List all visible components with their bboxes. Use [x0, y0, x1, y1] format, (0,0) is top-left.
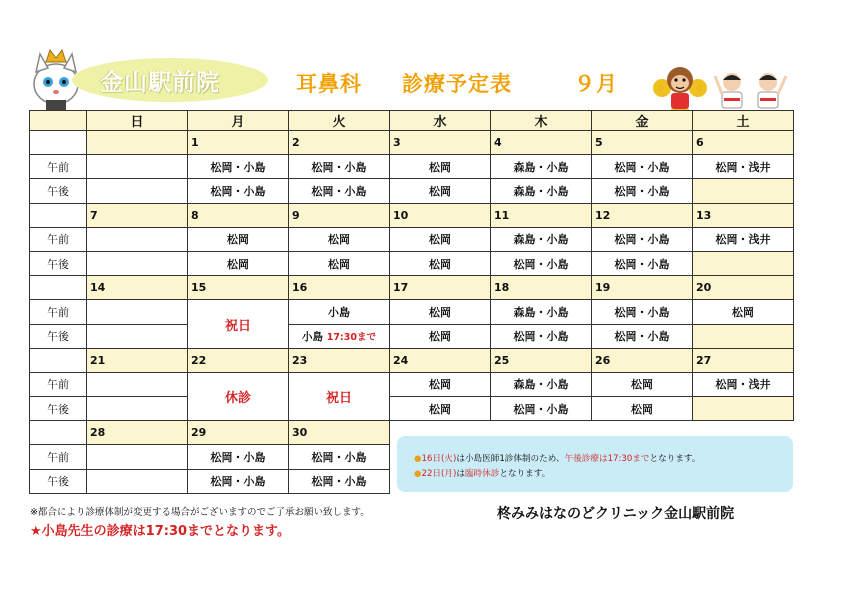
- date-cell: 8: [188, 203, 289, 227]
- am-label: 午前: [30, 155, 87, 179]
- table-row: [30, 251, 794, 275]
- date-cell: 1: [188, 131, 289, 155]
- weekday-header: 火: [289, 111, 390, 131]
- date-cell: 18: [491, 276, 592, 300]
- pm-schedule-cell: 松岡・小島: [289, 469, 390, 493]
- pm-schedule-cell: [87, 324, 188, 348]
- am-schedule-cell: 松岡・小島: [592, 155, 693, 179]
- clinic-name: 柊みみはなのどクリニック金山駅前院: [497, 506, 735, 522]
- pm-schedule-cell: [87, 251, 188, 275]
- bullet-icon: ●: [414, 469, 422, 479]
- notice-line-2: [414, 467, 550, 479]
- am-schedule-cell: 松岡: [592, 372, 693, 396]
- pm-schedule-cell: 松岡・小島: [592, 324, 693, 348]
- table-row: [30, 324, 794, 348]
- department-title: 耳鼻科: [296, 72, 362, 96]
- pm-schedule-cell: 森島・小島: [491, 179, 592, 203]
- table-row: [30, 227, 794, 251]
- notice-date: 22日(月): [421, 469, 457, 479]
- pm-schedule-cell: 松岡: [390, 251, 491, 275]
- date-row: [30, 276, 794, 300]
- am-schedule-cell: 松岡: [289, 227, 390, 251]
- date-cell: 7: [87, 203, 188, 227]
- pm-schedule-cell: 松岡・小島: [289, 179, 390, 203]
- date-cell: 22: [188, 348, 289, 372]
- pm-schedule-cell: 松岡・小島: [491, 324, 592, 348]
- cheering-kids-icon: [712, 68, 790, 110]
- pm-label: 午後: [30, 469, 87, 493]
- notice-highlight: 臨時休診: [464, 469, 500, 479]
- am-schedule-cell: 松岡・小島: [592, 227, 693, 251]
- am-schedule-cell: [87, 445, 188, 469]
- pm-schedule-cell: 松岡・小島: [592, 251, 693, 275]
- notice-line-1: [414, 452, 700, 464]
- pm-schedule-cell: [87, 179, 188, 203]
- label-spacer: [30, 276, 87, 300]
- pm-schedule-cell: 松岡: [390, 324, 491, 348]
- am-schedule-cell: 松岡: [188, 227, 289, 251]
- date-cell: 20: [693, 276, 794, 300]
- date-cell: 29: [188, 421, 289, 445]
- am-schedule-cell: 小島: [289, 300, 390, 324]
- am-schedule-cell: 松岡: [390, 372, 491, 396]
- pm-schedule-cell: 松岡: [592, 397, 693, 421]
- doctor-name: 小島: [302, 330, 324, 343]
- am-schedule-cell: [87, 227, 188, 251]
- date-row: [30, 203, 794, 227]
- date-cell: 17: [390, 276, 491, 300]
- notice-text: は小島医師1診体制のため、: [456, 454, 565, 464]
- branch-name: 金山駅前院: [100, 70, 220, 96]
- table-row: [30, 397, 794, 421]
- pm-schedule-cell: 松岡: [390, 179, 491, 203]
- pm-schedule-cell: [87, 469, 188, 493]
- table-row: [30, 179, 794, 203]
- cheering-monkey-icon: [650, 58, 710, 118]
- date-cell: 19: [592, 276, 693, 300]
- doctor-warning: ★小島先生の診療は17:30までとなります。: [30, 524, 290, 539]
- notice-date: 16日(火): [421, 454, 457, 464]
- am-schedule-cell: 松岡・浅井: [693, 372, 794, 396]
- am-label: 午前: [30, 227, 87, 251]
- change-notice: ※都合により診療体制が変更する場合がございますのでご了承お願い致します。: [30, 507, 370, 518]
- am-label: 午前: [30, 445, 87, 469]
- date-cell: 23: [289, 348, 390, 372]
- date-cell: 9: [289, 203, 390, 227]
- notice-text: は: [456, 469, 465, 479]
- table-row: [30, 300, 794, 324]
- am-schedule-cell: 松岡: [390, 227, 491, 251]
- closed-cell: 祝日: [289, 372, 390, 420]
- am-schedule-cell: 森島・小島: [491, 155, 592, 179]
- date-cell: 4: [491, 131, 592, 155]
- date-cell: 25: [491, 348, 592, 372]
- date-cell: 28: [87, 421, 188, 445]
- date-cell: 15: [188, 276, 289, 300]
- notice-text: となります。: [499, 469, 551, 479]
- am-schedule-cell: 森島・小島: [491, 300, 592, 324]
- notice-text: となります。: [649, 454, 701, 464]
- weekday-header: 土: [693, 111, 794, 131]
- table-row: [30, 372, 794, 396]
- am-schedule-cell: 松岡: [390, 300, 491, 324]
- label-spacer: [30, 421, 87, 445]
- date-cell: 14: [87, 276, 188, 300]
- weekday-header: 木: [491, 111, 592, 131]
- closed-cell: 休診: [188, 372, 289, 420]
- am-schedule-cell: 松岡・小島: [188, 155, 289, 179]
- date-cell: 27: [693, 348, 794, 372]
- date-cell: 13: [693, 203, 794, 227]
- am-schedule-cell: [87, 372, 188, 396]
- pm-schedule-cell: 松岡: [390, 397, 491, 421]
- pm-schedule-cell: [87, 397, 188, 421]
- am-schedule-cell: 松岡: [390, 155, 491, 179]
- am-schedule-cell: 松岡・小島: [188, 445, 289, 469]
- pm-schedule-cell: [289, 324, 390, 348]
- pm-schedule-cell: 松岡・小島: [188, 469, 289, 493]
- date-row: [30, 348, 794, 372]
- pm-schedule-cell: [693, 179, 794, 203]
- am-schedule-cell: [87, 155, 188, 179]
- weekday-header: 日: [87, 111, 188, 131]
- month-title: ９月: [574, 72, 618, 96]
- date-cell: 21: [87, 348, 188, 372]
- date-cell: 30: [289, 421, 390, 445]
- date-cell: 12: [592, 203, 693, 227]
- am-label: 午前: [30, 372, 87, 396]
- weekday-header: 月: [188, 111, 289, 131]
- notice-box: [397, 436, 793, 492]
- am-schedule-cell: 森島・小島: [491, 372, 592, 396]
- table-row: [30, 155, 794, 179]
- date-cell: 6: [693, 131, 794, 155]
- schedule-title: 診療予定表: [402, 72, 512, 96]
- label-spacer: [30, 348, 87, 372]
- date-cell: 11: [491, 203, 592, 227]
- date-cell: 26: [592, 348, 693, 372]
- am-label: 午前: [30, 300, 87, 324]
- pm-schedule-cell: [693, 324, 794, 348]
- notice-highlight: 午後診療は17:30まで: [564, 454, 650, 464]
- am-schedule-cell: 松岡・小島: [592, 300, 693, 324]
- am-schedule-cell: 森島・小島: [491, 227, 592, 251]
- closed-cell: 祝日: [188, 300, 289, 348]
- label-spacer: [30, 203, 87, 227]
- label-spacer: [30, 131, 87, 155]
- pm-schedule-cell: 松岡: [188, 251, 289, 275]
- am-schedule-cell: 松岡: [693, 300, 794, 324]
- am-schedule-cell: 松岡・小島: [289, 445, 390, 469]
- date-cell: 2: [289, 131, 390, 155]
- pm-schedule-cell: 松岡・小島: [592, 179, 693, 203]
- am-schedule-cell: 松岡・浅井: [693, 227, 794, 251]
- pm-schedule-cell: [693, 397, 794, 421]
- end-time-note: 17:30まで: [326, 331, 376, 343]
- date-cell: 16: [289, 276, 390, 300]
- pm-schedule-cell: 松岡・小島: [491, 397, 592, 421]
- date-cell: 10: [390, 203, 491, 227]
- pm-label: 午後: [30, 179, 87, 203]
- pm-schedule-cell: 松岡・小島: [491, 251, 592, 275]
- pm-label: 午後: [30, 324, 87, 348]
- pm-schedule-cell: [693, 251, 794, 275]
- date-cell: [87, 131, 188, 155]
- am-schedule-cell: 松岡・小島: [289, 155, 390, 179]
- pm-label: 午後: [30, 397, 87, 421]
- pm-schedule-cell: 松岡・小島: [188, 179, 289, 203]
- date-cell: 24: [390, 348, 491, 372]
- pm-schedule-cell: 松岡: [289, 251, 390, 275]
- date-row: [30, 131, 794, 155]
- bullet-icon: ●: [414, 454, 422, 464]
- am-schedule-cell: [87, 300, 188, 324]
- date-cell: 3: [390, 131, 491, 155]
- date-cell: 5: [592, 131, 693, 155]
- pm-label: 午後: [30, 251, 87, 275]
- weekday-header: 金: [592, 111, 693, 131]
- weekday-header: 水: [390, 111, 491, 131]
- header-corner: [30, 111, 87, 131]
- am-schedule-cell: 松岡・浅井: [693, 155, 794, 179]
- weekday-header-row: [30, 111, 794, 131]
